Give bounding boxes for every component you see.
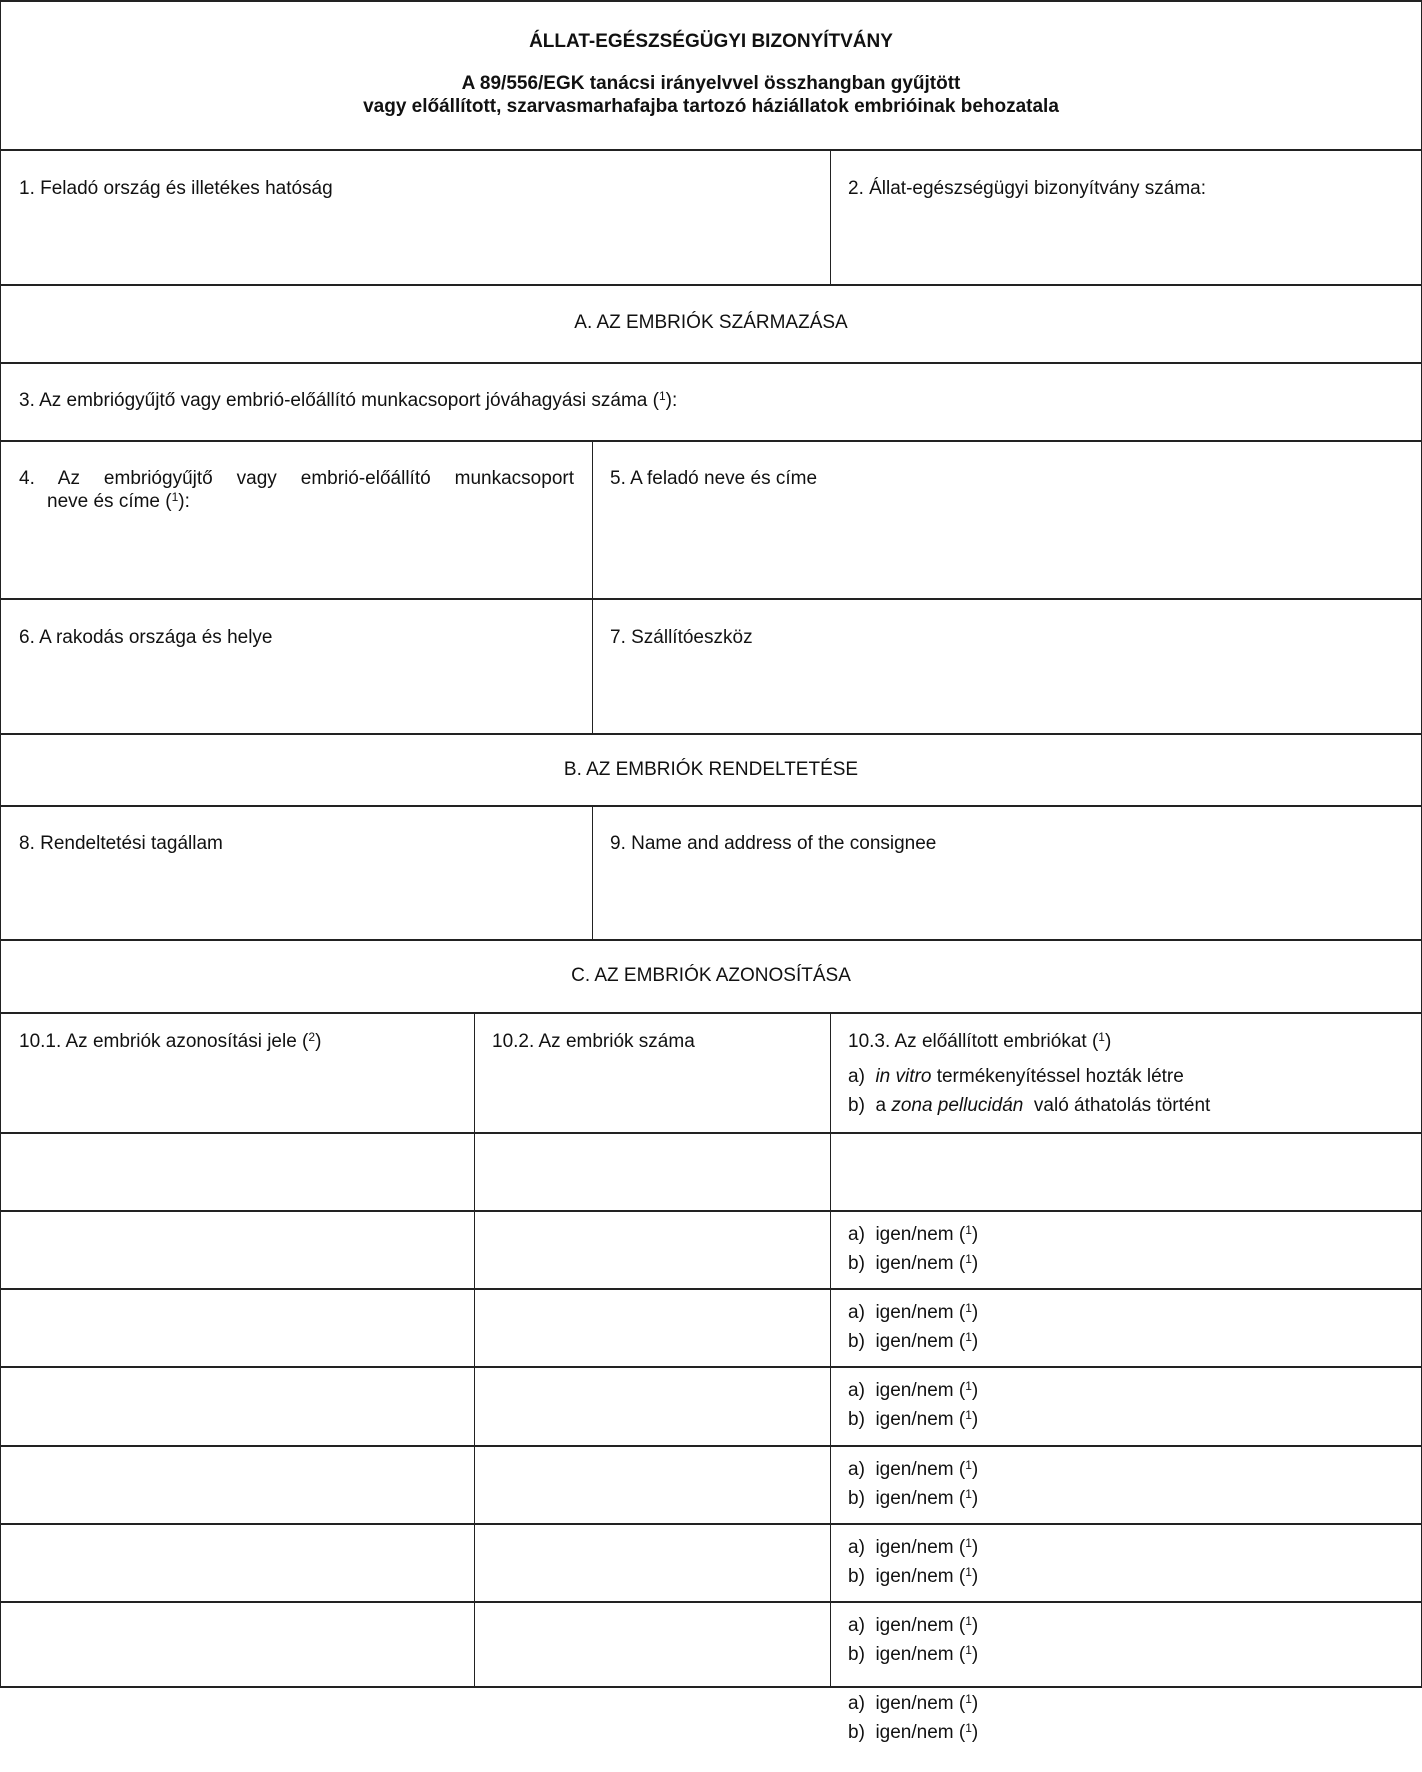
divider [0,1601,1422,1603]
italic-term: zona pellucidán [891,1095,1024,1116]
field-10-3-text: 10.3. Az előállított embriókat [848,1031,1087,1052]
field-6-label: 6. A rakodás országa és helye [19,627,273,648]
field-4-text: neve és címe [47,491,160,512]
divider [0,440,1422,442]
option-text: való áthatolás történt [1023,1095,1211,1116]
field-7-label: 7. Szállítóeszköz [610,627,753,648]
igen-nem-option-b: b) igen/nem ($^1$) [848,1721,979,1743]
divider [0,1012,1422,1014]
divider [0,1366,1422,1368]
footnote-ref: 1 [965,1301,972,1315]
divider [0,362,1422,364]
field-10-3-b [848,1094,1210,1117]
divider [0,1132,1422,1134]
field-1-label: 1. Feladó ország és illetékes hatóság [19,178,333,199]
footnote-ref: 1 [1098,1030,1105,1044]
divider [474,1013,475,1688]
igen-nem-option-b: b) igen/nem ($^1$) [848,1408,979,1430]
option-prefix: b) a [848,1095,892,1116]
footnote-ref: 1 [965,1536,972,1550]
form-title: ÁLLAT-EGÉSZSÉGÜGYI BIZONYÍTVÁNY [529,31,893,52]
option-text: b) igen/nem [848,1409,954,1430]
footnote-ref: 1 [965,1330,972,1344]
field-4-line1: 4. Az embriógyűjtő vagy embrió-előállító munkacsoport [19,468,574,489]
section-a-heading: A. AZ EMBRIÓK SZÁRMAZÁSA [574,312,848,333]
divider [0,939,1422,941]
form-subtitle: A 89/556/EGK tanácsi irányelvvel összhangban gyűjtött [461,73,961,94]
field-10-3-label: 10.3. Az előállított embriókat ($^1$) [848,1030,1112,1052]
option-text: a) igen/nem [848,1615,954,1636]
italic-term: in vitro [875,1066,932,1087]
divider [0,1210,1422,1212]
divider [0,1523,1422,1525]
footnote-ref: 1 [965,1458,972,1472]
footnote-ref: 1 [171,490,179,504]
divider [592,441,593,734]
footnote-ref: 1 [965,1379,972,1393]
option-text: a) igen/nem [848,1537,954,1558]
field-10-1-label: 10.1. Az embriók azonosítási jele ($^2$) [19,1030,322,1052]
igen-nem-option-a: a) igen/nem ($^1$) [848,1301,979,1323]
footnote-ref: 1 [965,1692,972,1706]
option-text: a) igen/nem [848,1693,954,1714]
option-prefix: a) [848,1066,876,1087]
igen-nem-option-b: b) igen/nem ($^1$) [848,1330,979,1352]
footnote-ref: 2 [308,1030,316,1044]
option-text: a) igen/nem [848,1224,954,1245]
option-text: b) igen/nem [848,1644,954,1665]
section-b-heading: B. AZ EMBRIÓK RENDELTETÉSE [563,759,859,780]
divider [0,284,1422,286]
field-10-1-text: 10.1. Az embriók azonosítási jele [19,1031,297,1052]
footnote-ref: 1 [658,389,666,403]
igen-nem-option-a: a) igen/nem ($^1$) [848,1536,979,1558]
igen-nem-option-a: a) igen/nem ($^1$) [848,1223,979,1245]
field-10-3-a [848,1065,1184,1088]
igen-nem-option-b: b) igen/nem ($^1$) [848,1487,979,1509]
field-10-2-label: 10.2. Az embriók száma [492,1031,695,1052]
footnote-ref: 1 [965,1252,972,1266]
field-3-text: 3. Az embriógyűjtő vagy embrió-előállító munkacsoport jóváhagyási száma [19,390,648,411]
footnote-ref: 1 [965,1408,972,1422]
igen-nem-option-b: b) igen/nem ($^1$) [848,1565,979,1587]
option-text: termékenyítéssel hozták létre [931,1066,1184,1087]
field-5-label: 5. A feladó neve és címe [610,468,818,489]
divider [830,150,831,285]
field-9-label: 9. Name and address of the consignee [610,833,937,854]
igen-nem-option-a: a) igen/nem ($^1$) [848,1614,979,1636]
option-text: b) igen/nem [848,1253,954,1274]
form-subtitle: vagy előállított, szarvasmarhafajba tartozó háziállatok embrióinak behozatala [363,96,1059,117]
option-text: b) igen/nem [848,1331,954,1352]
igen-nem-option-b: b) igen/nem ($^1$) [848,1252,979,1274]
igen-nem-option-a: a) igen/nem ($^1$) [848,1458,979,1480]
divider [0,1288,1422,1290]
igen-nem-option-b: b) igen/nem ($^1$) [848,1643,979,1665]
divider [0,149,1422,151]
field-8-label: 8. Rendeltetési tagállam [19,833,223,854]
divider [0,733,1422,735]
option-text: b) igen/nem [848,1722,954,1743]
field-3-suffix: ): [665,390,678,411]
footnote-ref: 1 [965,1487,972,1501]
option-text: a) igen/nem [848,1459,954,1480]
footnote-ref: 1 [965,1721,972,1735]
footnote-ref: 1 [965,1223,972,1237]
option-text: b) igen/nem [848,1566,954,1587]
option-text: a) igen/nem [848,1302,954,1323]
igen-nem-option-a: a) igen/nem ($^1$) [848,1692,979,1714]
divider [592,806,593,940]
footnote-ref: 1 [965,1565,972,1579]
divider [830,1013,831,1688]
divider [0,805,1422,807]
field-2-label: 2. Állat-egészségügyi bizonyítvány száma: [848,178,1207,199]
field-4-line2: neve és címe ($^1$): [47,490,190,512]
field-3-label: 3. Az embriógyűjtő vagy embrió-előállító munkacsoport jóváhagyási száma ($^1$): [19,389,678,411]
option-text: a) igen/nem [848,1380,954,1401]
footnote-ref: 1 [965,1614,972,1628]
divider [0,598,1422,600]
footnote-ref: 1 [965,1643,972,1657]
divider [0,1445,1422,1447]
igen-nem-option-a: a) igen/nem ($^1$) [848,1379,979,1401]
section-c-heading: C. AZ EMBRIÓK AZONOSÍTÁSA [571,965,851,986]
option-text: b) igen/nem [848,1488,954,1509]
